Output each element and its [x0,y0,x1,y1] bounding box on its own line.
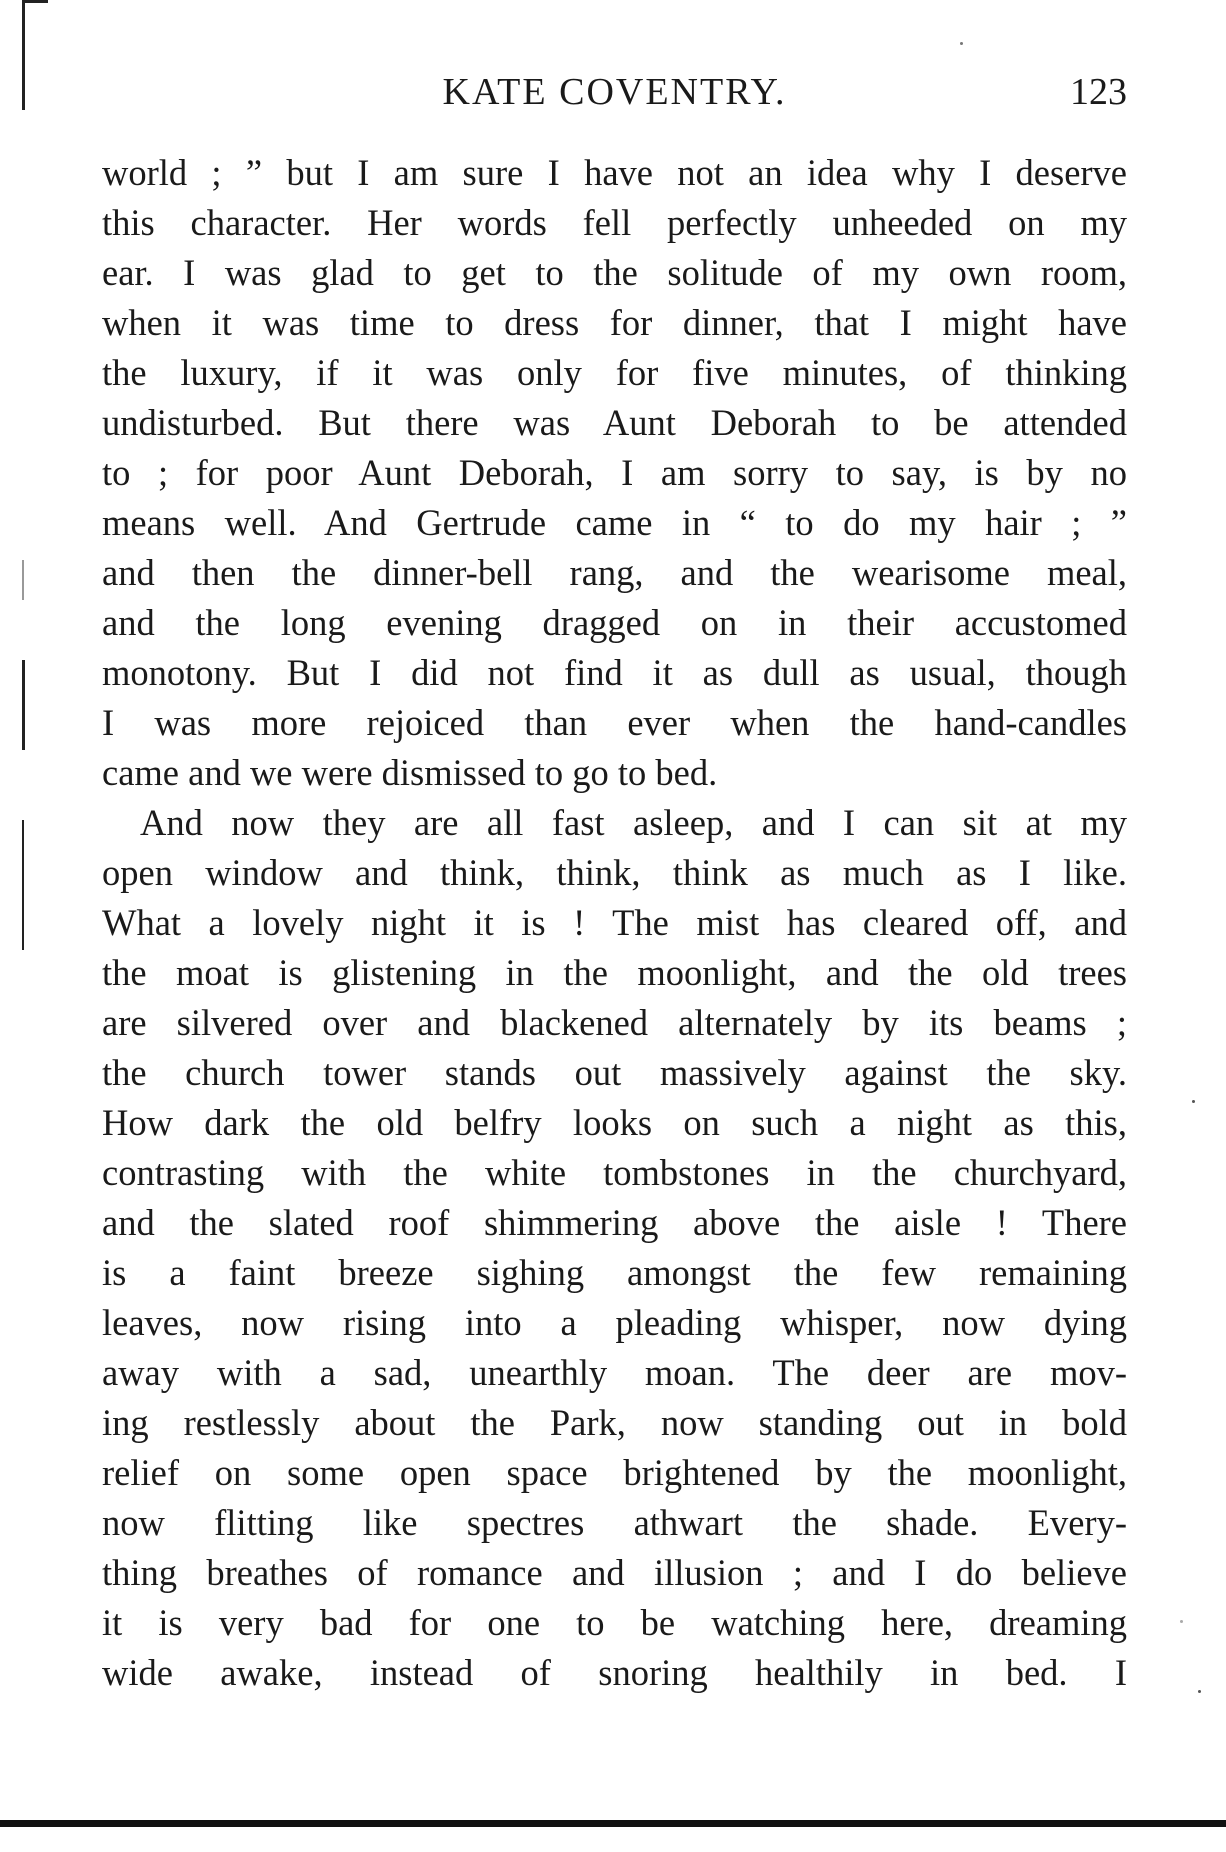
text-line: undisturbed. But there was Aunt Deborah to be attended [102,402,1127,443]
page-number: 123 [1070,71,1127,113]
text-line: and then the dinner-bell rang, and the wearisome meal, [102,552,1127,593]
text-line: contrasting with the white tombstones in the churchyard, [102,1152,1127,1193]
text-line: are silvered over and blackened alternately by its beams ; [102,1002,1127,1043]
text-line: And now they are all fast asleep, and I can sit at my [140,802,1127,843]
text-line: and the long evening dragged on in their accustomed [102,602,1127,643]
text-line: now flitting like spectres athwart the shade. Every- [102,1502,1127,1543]
running-title: KATE COVENTRY. [442,71,787,113]
text-line: What a lovely night it is ! The mist has cleared off, and [102,902,1127,943]
text-line: ing restlessly about the Park, now standing out in bold [102,1402,1127,1443]
text-line: this character. Her words fell perfectly unheeded on my [102,202,1127,243]
text-line: is a faint breeze sighing amongst the few remaining [102,1252,1127,1293]
gutter-mark [22,560,24,600]
bottom-rule [0,1820,1226,1827]
text-line: open window and think, think, think as much as I like. [102,852,1127,893]
print-speck [1192,1100,1195,1103]
text-line: away with a sad, unearthly moan. The deer are mov- [102,1352,1127,1393]
text-line: How dark the old belfry looks on such a night as this, [102,1102,1127,1143]
text-line: came and we were dismissed to go to bed. [102,752,718,793]
page-header [102,62,1127,122]
text-line: wide awake, instead of snoring healthily in bed. I [102,1652,1127,1693]
text-line: and the slated roof shimmering above the aisle ! There [102,1202,1127,1243]
text-line: to ; for poor Aunt Deborah, I am sorry to say, is by no [102,452,1127,493]
text-line: ear. I was glad to get to the solitude of my own room, [102,252,1127,293]
text-line: world ; ” but I am sure I have not an idea why I deserve [102,152,1127,193]
text-line: relief on some open space brightened by the moonlight, [102,1452,1127,1493]
text-line: the luxury, if it was only for five minutes, of thinking [102,352,1127,393]
text-line: the church tower stands out massively against the sky. [102,1052,1127,1093]
print-speck [1198,1690,1201,1693]
text-line: monotony. But I did not find it as dull as usual, though [102,652,1127,693]
gutter-mark [22,820,24,950]
gutter-mark [22,660,25,750]
text-line: thing breathes of romance and illusion ; and I do believe [102,1552,1127,1593]
body-text [102,148,1127,1698]
print-speck [960,42,963,45]
text-line: I was more rejoiced than ever when the hand-candles [102,702,1127,743]
text-line: means well. And Gertrude came in “ to do my hair ; ” [102,502,1127,543]
gutter-rule-tick [22,0,48,3]
text-line: when it was time to dress for dinner, that I might have [102,302,1127,343]
print-speck [1180,1620,1183,1623]
gutter-rule [22,0,25,110]
text-line: it is very bad for one to be watching here, dreaming [102,1602,1127,1643]
text-line: the moat is glistening in the moonlight, and the old trees [102,952,1127,993]
text-line: leaves, now rising into a pleading whisper, now dying [102,1302,1127,1343]
